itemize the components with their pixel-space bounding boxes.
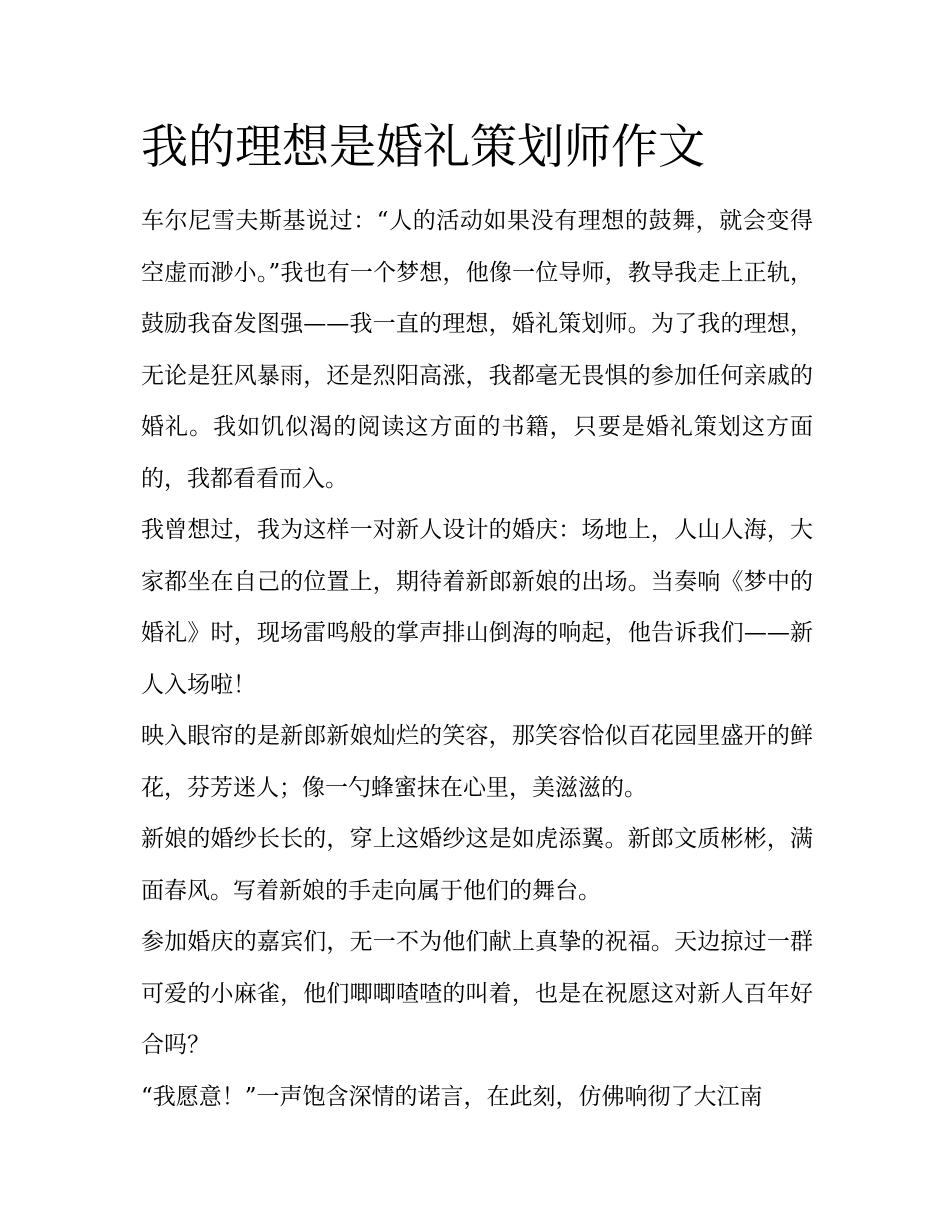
paragraph-5: 参加婚庆的嘉宾们，无一不为他们献上真挚的祝福。天边掠过一群可爱的小麻雀，他们唧唧喳喳的叫着，也是在祝愿这对新人百年好合吗？	[141, 929, 813, 1058]
paragraph-3: 映入眼帘的是新郎新娘灿烂的笑容，那笑容恰似百花园里盛开的鲜花，芬芳迷人；像一勺蜂蜜抹在心里，美滋滋的。	[141, 723, 813, 801]
document-title: 我的理想是婚礼策划师作文	[141, 120, 705, 175]
paragraph-6: “我愿意！”一声饱含深情的诺言，在此刻，仿佛响彻了大江南	[141, 1083, 763, 1110]
paragraph-list	[141, 196, 813, 1123]
paragraph-4: 新娘的婚纱长长的，穿上这婚纱这是如虎添翼。新郎文质彬彬，满面春风。写着新娘的手走向属于他们的舞台。	[141, 826, 813, 904]
paragraph-1: 车尔尼雪夫斯基说过：“人的活动如果没有理想的鼓舞，就会变得空虚而渺小。”我也有一个梦想，他像一位导师，教导我走上正轨，鼓励我奋发图强——我一直的理想，婚礼策划师。为了我的理想，无论是狂风暴雨，还是烈阳高涨，我都毫无畏惧的参加任何亲戚的婚礼。我如饥似渴的阅读这方面的书籍，只要是婚礼策划这方面的，我都看看而入。	[141, 208, 813, 492]
paragraph-2: 我曾想过，我为这样一对新人设计的婚庆：场地上，人山人海，大家都坐在自己的位置上，期待着新郎新娘的出场。当奏响《梦中的婚礼》时，现场雷鸣般的掌声排山倒海的响起，他告诉我们——新人入场啦！	[141, 517, 813, 698]
document-body	[141, 118, 813, 1123]
